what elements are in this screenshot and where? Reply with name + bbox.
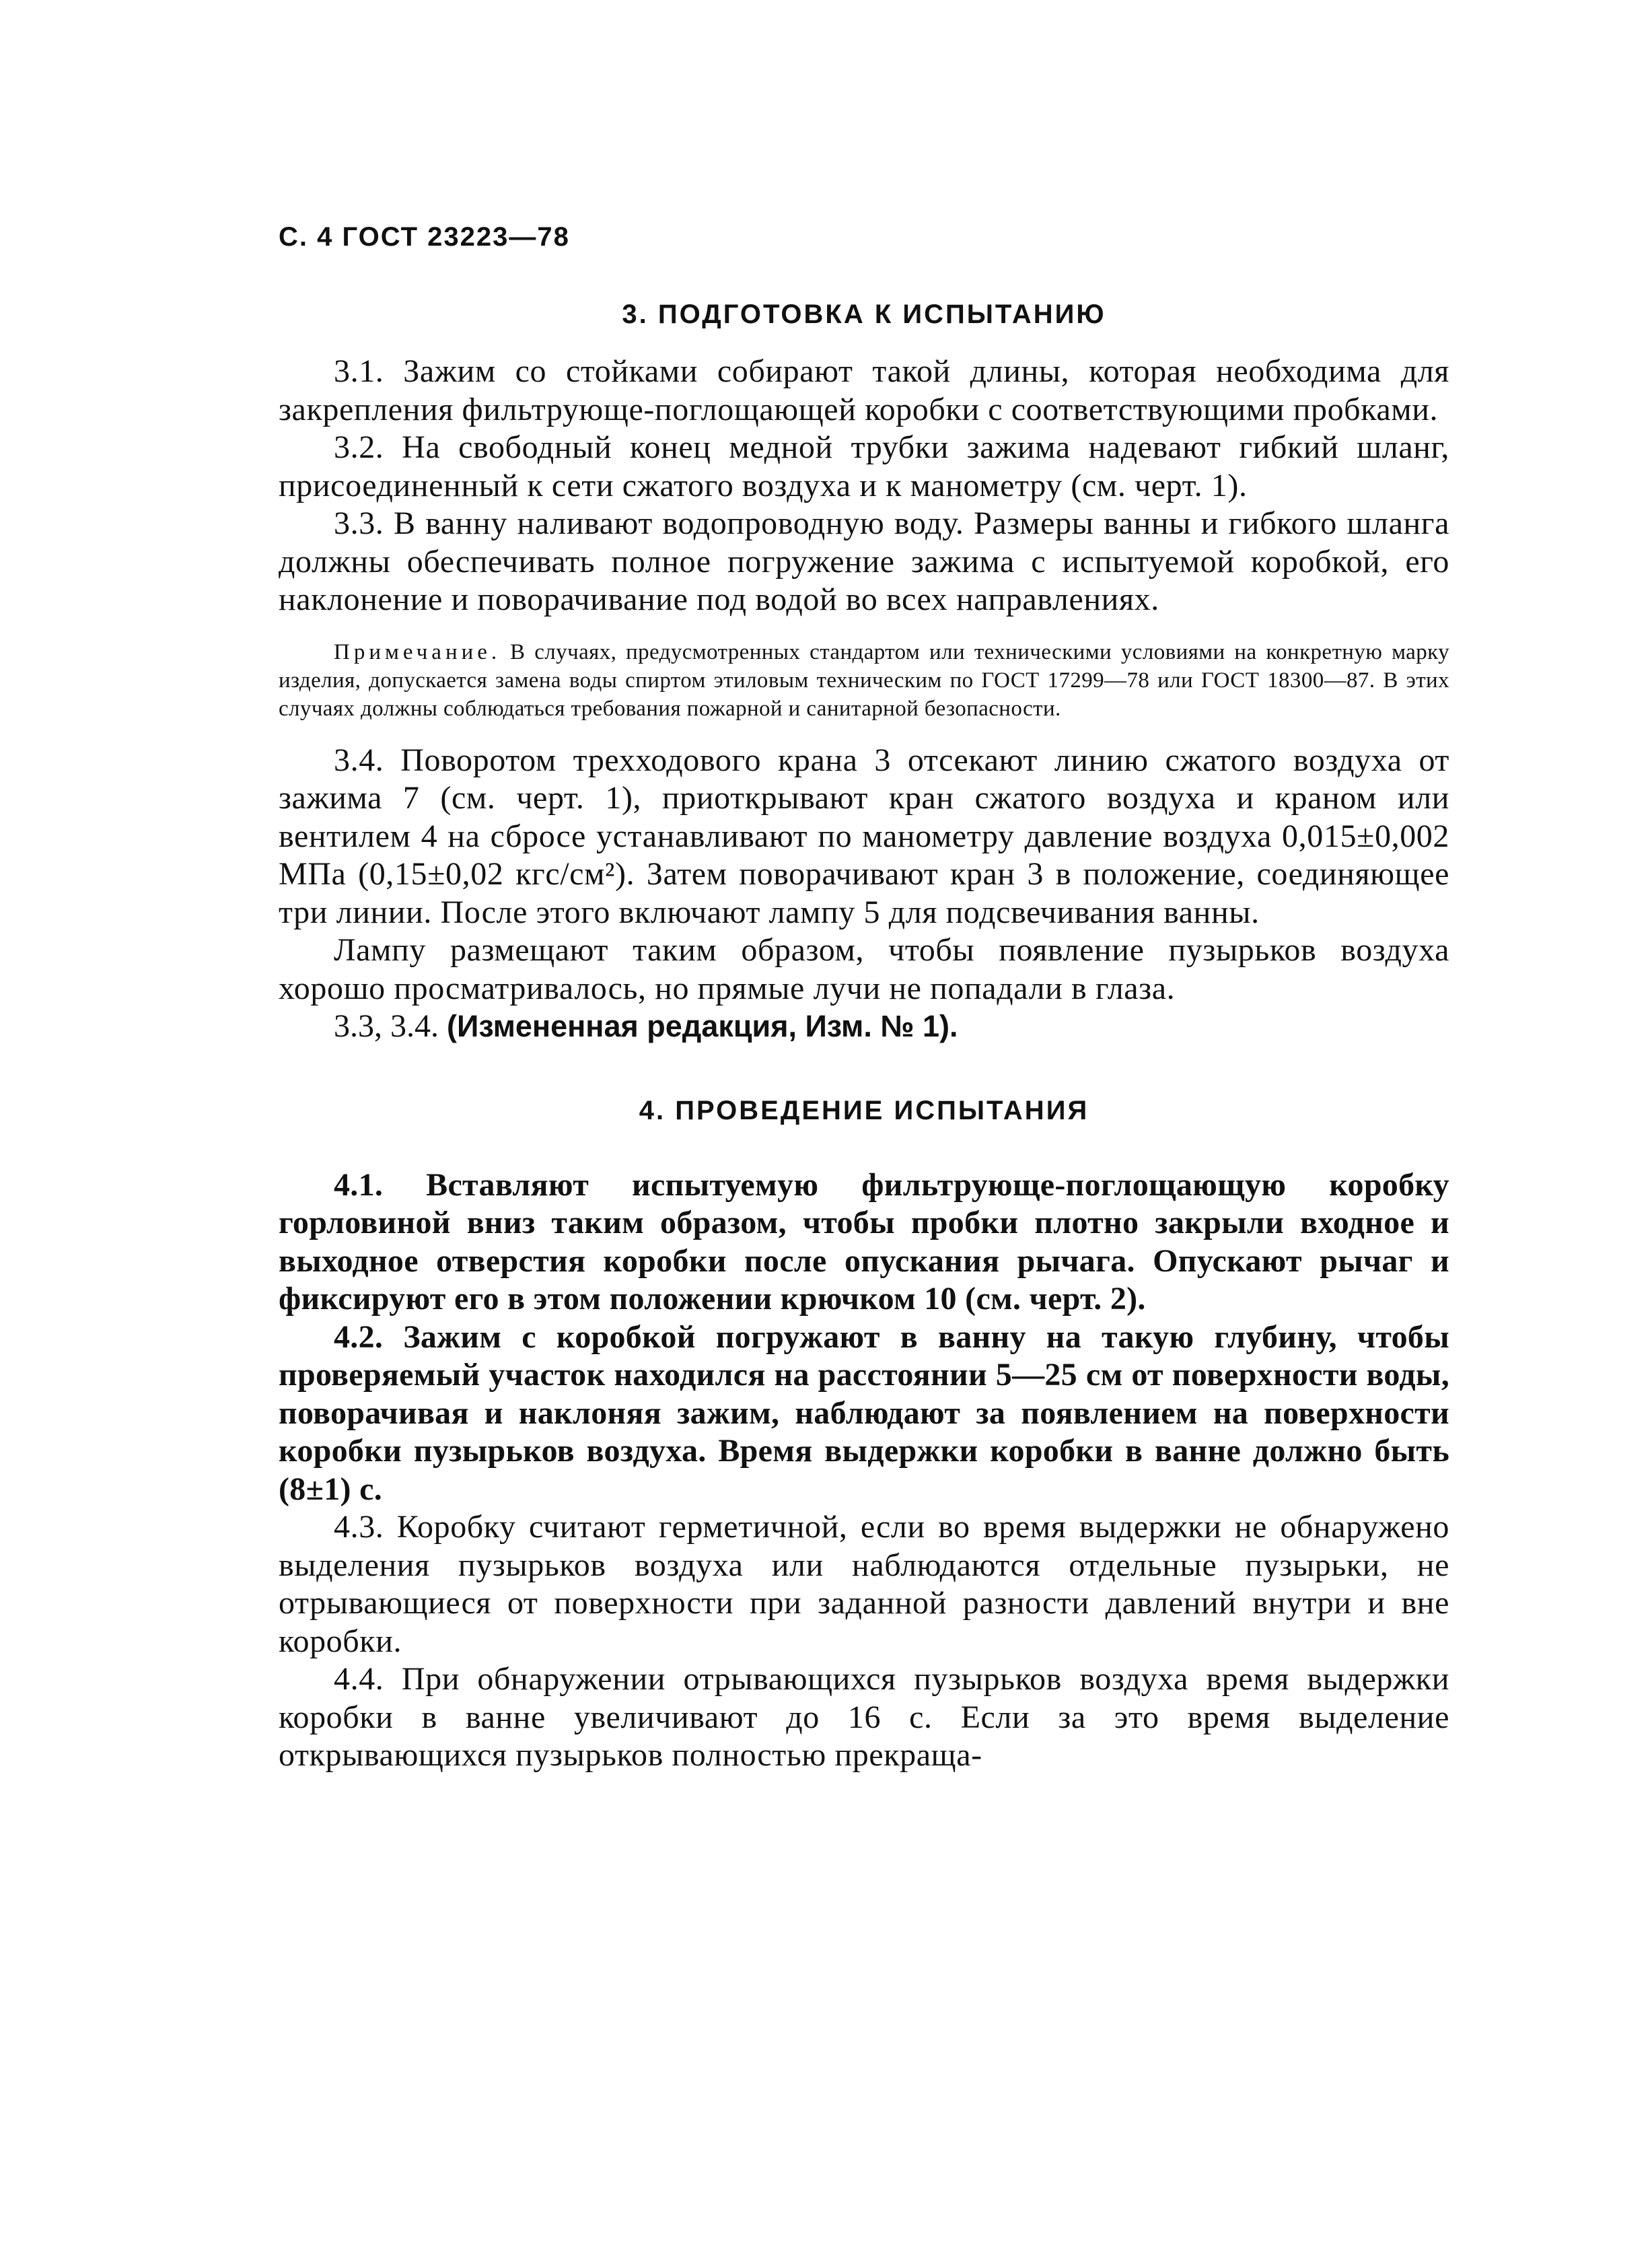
paragraph-4-2: 4.2. Зажим с коробкой погружают в ванну на такую глубину, чтобы проверяемый участок находился на расстоянии 5—25 см от поверхности воды, поворачивая и наклоняя зажим, наблюдают за появлением на поверхности коробки пузырьков воздуха. Время выдержки коробки в ванне должно быть (8±1) с. [279, 1319, 1449, 1507]
paragraph-4-4: 4.4. При обнаружении отрывающихся пузырьков воздуха время выдержки коробки в ванне увеличивают до 16 с. Если за это время выделение открывающихся пузырьков полностью прекраща- [279, 1661, 1449, 1773]
amendment-note [279, 1008, 1449, 1046]
note-text: В случаях, предусмотренных стандартом или техническими условиями на конкретную марку изделия, допускается замена воды спиртом этиловым техническим по ГОСТ 17299—78 или ГОСТ 18300—87. В этих случаях должны соблюдаться требования пожарной и санитарной безопасности. [279, 639, 1449, 721]
amendment-ref: 3.3, 3.4. [334, 1008, 447, 1044]
paragraph-4-1: 4.1. Вставляют испытуемую фильтрующе-поглощающую коробку горловиной вниз таким образом, чтобы пробки плотно закрыли входное и выходное отверстия коробки после опускания рычага. Опускают рычаг и фиксируют его в этом положении крючком 10 (см. черт. 2). [279, 1166, 1449, 1317]
document-page [279, 222, 1449, 1775]
paragraph-4-3: 4.3. Коробку считают герметичной, если во время выдержки не обнаружено выделения пузырьков воздуха или наблюдаются отдельные пузырьки, не отрывающиеся от поверхности при заданной разности давлений внутри и вне коробки. [279, 1509, 1449, 1659]
paragraph-3-4: 3.4. Поворотом трехходового крана 3 отсекают линию сжатого воздуха от зажима 7 (см. черт. 1), приоткрывают кран сжатого воздуха и краном или вентилем 4 на сбросе устанавливают по манометру давление воздуха 0,015±0,002 МПа (0,15±0,02 кгс/см²). Затем поворачивают кран 3 в положение, соединяющее три линии. После этого включают лампу 5 для подсвечивания ванны. [279, 742, 1449, 930]
paragraph-3-2: 3.2. На свободный конец медной трубки зажима надевают гибкий шланг, присоединенный к сети сжатого воздуха и к манометру (см. черт. 1). [279, 429, 1449, 503]
note-label: Примечание. [334, 639, 501, 664]
section-3-title: 3. ПОДГОТОВКА К ИСПЫТАНИЮ [622, 300, 1106, 329]
paragraph-3-1: 3.1. Зажим со стойками собирают такой длины, которая необходима для закрепления фильтрующе-поглощающей коробки с соответствующими пробками. [279, 353, 1449, 427]
paragraph-3-4-lamp: Лампу размещают таким образом, чтобы появление пузырьков воздуха хорошо просматривалось, но прямые лучи не попадали в глаза. [279, 932, 1449, 1006]
paragraph-3-3: 3.3. В ванну наливают водопроводную воду. Размеры ванны и гибкого шланга должны обеспечивать полное погружение зажима с испытуемой коробкой, его наклонение и поворачивание под водой во всех направлениях. [279, 505, 1449, 617]
section-4-title: 4. ПРОВЕДЕНИЕ ИСПЫТАНИЯ [639, 1095, 1089, 1125]
amendment-text: (Измененная редакция, Изм. № 1). [447, 1009, 958, 1043]
page-header: С. 4 ГОСТ 23223—78 [279, 222, 570, 252]
note [279, 638, 1449, 723]
